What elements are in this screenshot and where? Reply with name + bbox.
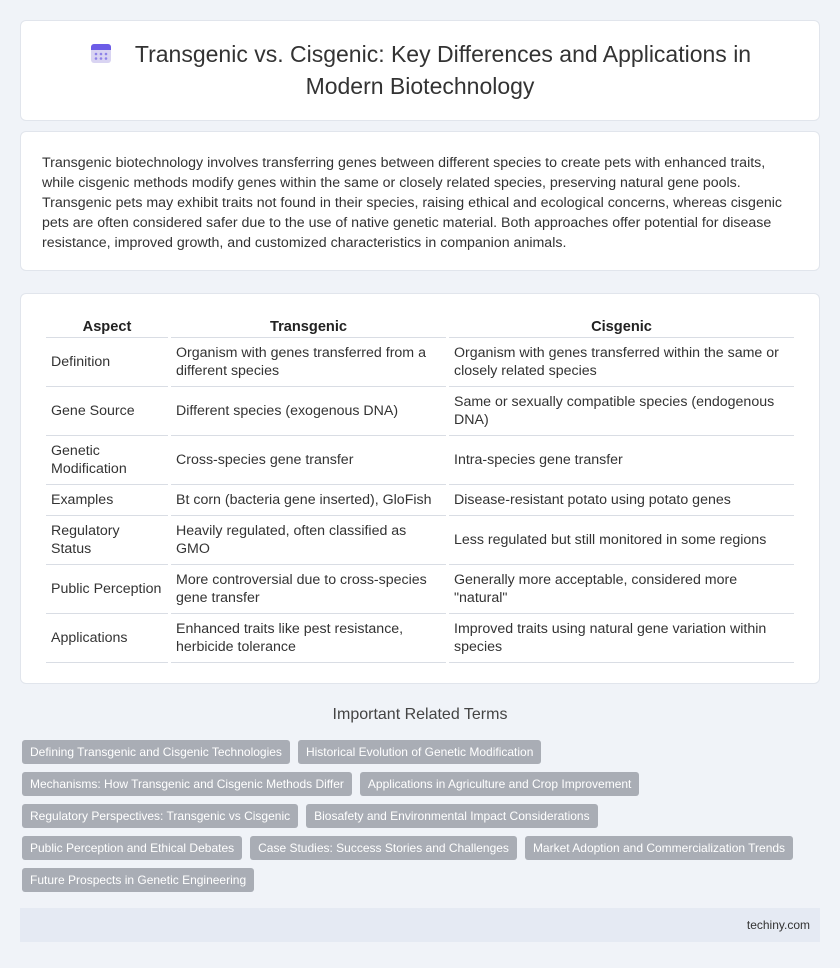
comparison-table — [43, 314, 797, 663]
table-cell-aspect: Genetic Modification — [46, 436, 168, 485]
column-header-aspect: Aspect — [46, 314, 168, 338]
page-title: Transgenic vs. Cisgenic: Key Differences and Applications in Modern Biotechnology — [134, 41, 752, 99]
table-row — [46, 387, 794, 436]
table-cell-cisgenic: Improved traits using natural gene variation within species — [449, 614, 794, 663]
column-header-transgenic: Transgenic — [171, 314, 446, 338]
related-terms-title: Important Related Terms — [332, 706, 508, 723]
table-cell-aspect: Public Perception — [46, 565, 168, 614]
table-cell-cisgenic: Less regulated but still monitored in some regions — [449, 516, 794, 565]
table-header-row — [46, 314, 794, 338]
table-cell-aspect: Definition — [46, 338, 168, 387]
calendar-icon — [89, 41, 113, 72]
related-term-tag[interactable]: Market Adoption and Commercialization Trends — [525, 836, 793, 860]
table-cell-transgenic: Enhanced traits like pest resistance, herbicide tolerance — [171, 614, 446, 663]
table-cell-aspect: Applications — [46, 614, 168, 663]
related-term-tag[interactable]: Biosafety and Environmental Impact Considerations — [306, 804, 597, 828]
related-term-tag[interactable]: Regulatory Perspectives: Transgenic vs Cisgenic — [22, 804, 298, 828]
table-cell-cisgenic: Generally more acceptable, considered more "natural" — [449, 565, 794, 614]
page-footer — [20, 908, 820, 942]
footer-site-link[interactable]: techiny.com — [746, 918, 810, 932]
table-row — [46, 338, 794, 387]
table-row — [46, 485, 794, 516]
table-cell-aspect: Gene Source — [46, 387, 168, 436]
table-cell-cisgenic: Same or sexually compatible species (endogenous DNA) — [449, 387, 794, 436]
comparison-table-card — [20, 293, 820, 684]
table-cell-cisgenic: Disease-resistant potato using potato genes — [449, 485, 794, 516]
table-cell-aspect: Examples — [46, 485, 168, 516]
related-term-tag[interactable]: Case Studies: Success Stories and Challenges — [250, 836, 517, 860]
table-cell-transgenic: Organism with genes transferred from a different species — [171, 338, 446, 387]
table-cell-transgenic: Cross-species gene transfer — [171, 436, 446, 485]
column-header-cisgenic: Cisgenic — [449, 314, 794, 338]
related-terms-list — [22, 740, 818, 900]
related-term-tag[interactable]: Defining Transgenic and Cisgenic Technologies — [22, 740, 290, 764]
table-row — [46, 614, 794, 663]
page-header — [20, 20, 820, 121]
table-cell-transgenic: Heavily regulated, often classified as GMO — [171, 516, 446, 565]
table-cell-transgenic: More controversial due to cross-species gene transfer — [171, 565, 446, 614]
table-row — [46, 565, 794, 614]
table-cell-cisgenic: Organism with genes transferred within the same or closely related species — [449, 338, 794, 387]
table-cell-transgenic: Different species (exogenous DNA) — [171, 387, 446, 436]
table-row — [46, 436, 794, 485]
related-term-tag[interactable]: Applications in Agriculture and Crop Improvement — [360, 772, 639, 796]
table-cell-aspect: Regulatory Status — [46, 516, 168, 565]
table-row — [46, 516, 794, 565]
table-cell-cisgenic: Intra-species gene transfer — [449, 436, 794, 485]
related-term-tag[interactable]: Public Perception and Ethical Debates — [22, 836, 242, 860]
table-cell-transgenic: Bt corn (bacteria gene inserted), GloFish — [171, 485, 446, 516]
related-term-tag[interactable]: Historical Evolution of Genetic Modification — [298, 740, 541, 764]
related-term-tag[interactable]: Future Prospects in Genetic Engineering — [22, 868, 254, 892]
intro-paragraph: Transgenic biotechnology involves transferring genes between different species to create pets with enhanced traits, while cisgenic methods modify genes within the same or closely related species, preserving natural gene pools. Transgenic pets may exhibit traits not found in their species, raising ethical and ecological concerns, whereas cisgenic pets are often considered safer due to the use of native genetic material. Both approaches offer potential for disease resistance, improved growth, and customized characteristics in companion animals. — [20, 131, 820, 271]
related-term-tag[interactable]: Mechanisms: How Transgenic and Cisgenic Methods Differ — [22, 772, 352, 796]
